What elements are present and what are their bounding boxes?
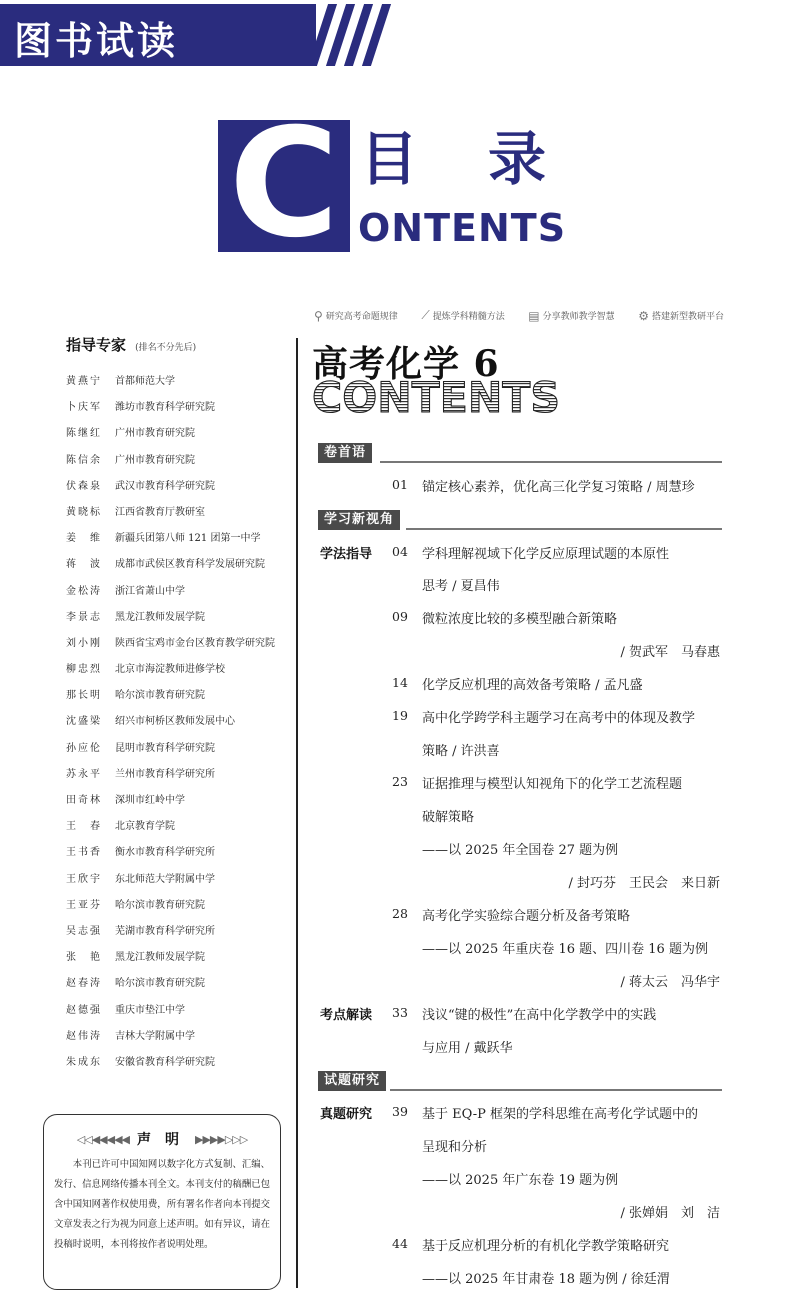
expert-name: 张艳 bbox=[66, 952, 100, 964]
expert-org: 成都市武侯区教育科学发展研究院 bbox=[115, 559, 265, 571]
expert-row bbox=[66, 582, 296, 608]
toc-subtitle: ——以 2025 年广东卷 19 题为例 bbox=[422, 1173, 619, 1188]
expert-name: 王欣宇 bbox=[66, 873, 100, 885]
toc-entry: 高中化学跨学科主题学习在高考中的体现及教学 bbox=[422, 711, 696, 726]
expert-org: 安徽省教育科学研究院 bbox=[115, 1056, 215, 1068]
expert-org: 昆明市教育科学研究院 bbox=[115, 742, 215, 754]
expert-name: 黄晓标 bbox=[66, 506, 100, 518]
top-banner bbox=[0, 0, 800, 70]
toc-entry-cont: 与应用 / 戴跃华 bbox=[422, 1041, 513, 1056]
toc-page: 14 bbox=[392, 675, 408, 690]
expert-name: 王书香 bbox=[66, 847, 100, 859]
toc-author: / 封巧芬 王民会 来日新 bbox=[568, 876, 720, 891]
toc-entry: 微粒浓度比较的多模型融合新策略 bbox=[422, 612, 618, 627]
expert-org: 黑龙江教师发展学院 bbox=[115, 952, 205, 964]
column-label: 学法指导 bbox=[320, 547, 373, 562]
expert-row bbox=[66, 817, 296, 843]
expert-name: 卜庆军 bbox=[66, 402, 100, 414]
expert-name: 沈盛梁 bbox=[66, 716, 100, 728]
expert-org: 吉林大学附属中学 bbox=[115, 1030, 195, 1042]
expert-org: 深圳市红岭中学 bbox=[115, 795, 185, 806]
expert-row bbox=[66, 634, 296, 660]
expert-row bbox=[66, 477, 296, 503]
toc-page: 39 bbox=[392, 1104, 408, 1119]
slogan-3 bbox=[528, 308, 614, 323]
experts-title: 指导专家 bbox=[66, 336, 127, 354]
expert-org: 陕西省宝鸡市金台区教育教学研究院 bbox=[115, 637, 275, 649]
expert-name: 吴志强 bbox=[66, 925, 100, 937]
expert-name: 赵德强 bbox=[66, 1004, 100, 1016]
slogan-text: 搭建新型教研平台 bbox=[651, 312, 724, 322]
expert-row bbox=[66, 1027, 296, 1053]
toc-page: 23 bbox=[392, 774, 408, 789]
toc-author: / 张婵娟 刘 洁 bbox=[620, 1206, 720, 1221]
contents-logo-letter: C bbox=[228, 97, 340, 271]
expert-name: 陈继红 bbox=[66, 428, 100, 440]
expert-row bbox=[66, 765, 296, 791]
expert-org: 北京市海淀教师进修学校 bbox=[115, 664, 225, 676]
statement-body: 本刊已许可中国知网以数字化方式复制、汇编、发行、信息网络传播本刊全文。本刊支付的稿酬已包含中国知网著作权使用费，所有署名作者向本刊提交文章发表之行为视为同意上述声明。如有异议，请在投稿时说明，本刊将按作者说明处理。 bbox=[54, 1159, 270, 1250]
expert-org: 兰州市教育科学研究所 bbox=[115, 768, 215, 780]
toc-entry: 浅议“键的极性”在高中化学教学中的实践 bbox=[422, 1008, 657, 1023]
expert-org: 衡水市教育科学研究所 bbox=[115, 847, 215, 859]
section-rule bbox=[390, 1089, 722, 1091]
expert-org: 重庆市垫江中学 bbox=[115, 1004, 185, 1016]
expert-org: 北京教育学院 bbox=[115, 821, 175, 833]
expert-org: 潍坊市教育科学研究院 bbox=[115, 402, 215, 414]
expert-name: 刘小刚 bbox=[66, 637, 100, 649]
expert-row bbox=[66, 712, 296, 738]
toc-author: / 贺武军 马春惠 bbox=[620, 645, 720, 660]
expert-name: 田奇林 bbox=[66, 795, 100, 806]
expert-row bbox=[66, 660, 296, 686]
gear-icon: ⚙ bbox=[638, 308, 649, 323]
expert-row bbox=[66, 843, 296, 869]
slogan-text: 研究高考命题规律 bbox=[325, 312, 398, 322]
expert-name: 陈信余 bbox=[66, 454, 100, 466]
slogan-1 bbox=[314, 308, 398, 323]
search-icon: ⚲ bbox=[314, 308, 323, 323]
expert-name: 金松涛 bbox=[66, 585, 100, 597]
toc-page: 19 bbox=[392, 708, 408, 723]
toc-page: 44 bbox=[392, 1236, 408, 1251]
column-divider bbox=[296, 338, 298, 1288]
expert-org: 新疆兵团第八师 121 团第一中学 bbox=[115, 533, 261, 545]
toc-entry-cont: 策略 / 许洪喜 bbox=[422, 744, 500, 759]
statement-box bbox=[43, 1114, 281, 1290]
slogan-2 bbox=[421, 308, 504, 323]
expert-row bbox=[66, 739, 296, 765]
expert-name: 王亚芬 bbox=[66, 899, 100, 911]
toc-page: 33 bbox=[392, 1005, 408, 1020]
toc-entry: 化学反应机理的高效备考策略 / 孟凡盛 bbox=[422, 678, 643, 693]
expert-org: 黑龙江教师发展学院 bbox=[115, 611, 205, 623]
toc-entry: 学科理解视域下化学反应原理试题的本原性 bbox=[422, 547, 670, 562]
expert-name: 赵伟涛 bbox=[66, 1030, 100, 1042]
expert-name: 黄燕宁 bbox=[66, 376, 100, 387]
document-icon: ▤ bbox=[528, 308, 540, 323]
column-label: 真题研究 bbox=[320, 1107, 373, 1122]
toc-entry-cont: 呈现和分析 bbox=[422, 1140, 488, 1155]
toc-page: 28 bbox=[392, 906, 408, 921]
expert-org: 哈尔滨市教育研究院 bbox=[115, 899, 205, 911]
expert-org: 广州市教育研究院 bbox=[115, 454, 195, 466]
toc-entry: 高考化学实验综合题分析及备考策略 bbox=[422, 909, 631, 924]
expert-row bbox=[66, 791, 296, 817]
toc-page: 04 bbox=[392, 544, 408, 559]
toc-page: 01 bbox=[392, 477, 408, 492]
expert-row bbox=[66, 451, 296, 477]
expert-org: 哈尔滨市教育研究院 bbox=[115, 690, 205, 702]
expert-name: 蒋波 bbox=[66, 559, 100, 571]
slogan-4 bbox=[638, 308, 724, 323]
slogan-bar bbox=[314, 308, 724, 323]
expert-name: 孙应伦 bbox=[66, 742, 100, 754]
expert-org: 广州市教育研究院 bbox=[115, 428, 195, 440]
banner-title: 图书试读 bbox=[14, 19, 179, 63]
magazine-contents-wordmark bbox=[312, 374, 564, 418]
left-arrows-icon: ◁◁◀◀◀◀◀ bbox=[76, 1132, 129, 1146]
statement-title: 声明 bbox=[137, 1132, 193, 1148]
toc-subtitle: ——以 2025 年甘肃卷 18 题为例 / 徐廷渭 bbox=[422, 1272, 670, 1287]
expert-row bbox=[66, 608, 296, 634]
expert-org: 浙江省萧山中学 bbox=[115, 585, 185, 597]
expert-row bbox=[66, 922, 296, 948]
compass-icon: ⟋ bbox=[421, 308, 430, 322]
expert-row bbox=[66, 529, 296, 555]
section-rule bbox=[380, 461, 722, 463]
experts-list bbox=[66, 372, 296, 1079]
expert-row bbox=[66, 503, 296, 529]
expert-org: 芜湖市教育科学研究所 bbox=[115, 925, 215, 937]
expert-row bbox=[66, 1001, 296, 1027]
expert-org: 江西省教育厅教研室 bbox=[115, 506, 205, 518]
toc-page: 09 bbox=[392, 609, 408, 624]
expert-row bbox=[66, 870, 296, 896]
expert-row bbox=[66, 948, 296, 974]
expert-name: 苏永平 bbox=[66, 768, 100, 780]
expert-name: 朱成东 bbox=[66, 1056, 100, 1068]
expert-row bbox=[66, 398, 296, 424]
expert-org: 绍兴市柯桥区教师发展中心 bbox=[115, 716, 235, 728]
expert-org: 东北师范大学附属中学 bbox=[115, 873, 215, 885]
experts-header bbox=[66, 334, 196, 355]
contents-wordmark-text: CONTENTS bbox=[312, 374, 560, 418]
expert-name: 王春 bbox=[66, 821, 100, 833]
column-label: 考点解读 bbox=[320, 1008, 373, 1023]
expert-org: 武汉市教育科学研究院 bbox=[115, 480, 215, 492]
right-arrows-icon: ▶▶▶▶▷▷▷ bbox=[195, 1132, 248, 1146]
expert-row bbox=[66, 974, 296, 1000]
toc-subtitle: ——以 2025 年重庆卷 16 题、四川卷 16 题为例 bbox=[422, 942, 708, 957]
toc-subtitle: ——以 2025 年全国卷 27 题为例 bbox=[422, 843, 619, 858]
expert-row bbox=[66, 1053, 296, 1079]
expert-name: 柳忠烈 bbox=[66, 664, 100, 676]
statement-title-row bbox=[54, 1129, 270, 1149]
expert-name: 伏森泉 bbox=[66, 480, 100, 492]
section-label: 学习新视角 bbox=[318, 510, 400, 530]
magazine-title: 高考化学 6 bbox=[312, 343, 500, 385]
expert-row bbox=[66, 372, 296, 398]
toc-entry-cont: 思考 / 夏昌伟 bbox=[422, 579, 500, 594]
expert-row bbox=[66, 896, 296, 922]
slogan-text: 分享教师教学智慧 bbox=[542, 312, 615, 322]
experts-note: (排名不分先后) bbox=[135, 343, 197, 353]
section-label: 试题研究 bbox=[318, 1071, 386, 1091]
contents-logo-cn: 目录 bbox=[360, 125, 617, 193]
expert-row bbox=[66, 424, 296, 450]
expert-name: 那长明 bbox=[66, 690, 100, 702]
expert-name: 李景志 bbox=[66, 611, 100, 623]
slogan-text: 提炼学科精髓方法 bbox=[432, 312, 505, 322]
expert-row bbox=[66, 686, 296, 712]
expert-org: 首都师范大学 bbox=[115, 376, 175, 387]
expert-row bbox=[66, 555, 296, 581]
expert-name: 赵春涛 bbox=[66, 978, 100, 990]
toc-entry-cont: 破解策略 bbox=[422, 810, 475, 825]
section-rule bbox=[406, 528, 722, 530]
toc-author: / 蒋太云 冯华宇 bbox=[620, 975, 720, 990]
expert-name: 姜维 bbox=[66, 533, 100, 545]
toc-entry: 基于反应机理分析的有机化学教学策略研究 bbox=[422, 1239, 670, 1254]
section-label: 卷首语 bbox=[318, 443, 372, 463]
toc-entry: 基于 EQ-P 框架的学科思维在高考化学试题中的 bbox=[422, 1107, 699, 1122]
toc-entry: 锚定核心素养，优化高三化学复习策略 / 周慧珍 bbox=[422, 480, 695, 495]
contents-logo-en: ONTENTS bbox=[358, 206, 567, 250]
expert-org: 哈尔滨市教育研究院 bbox=[115, 978, 205, 990]
toc-entry: 证据推理与模型认知视角下的化学工艺流程题 bbox=[422, 777, 683, 792]
